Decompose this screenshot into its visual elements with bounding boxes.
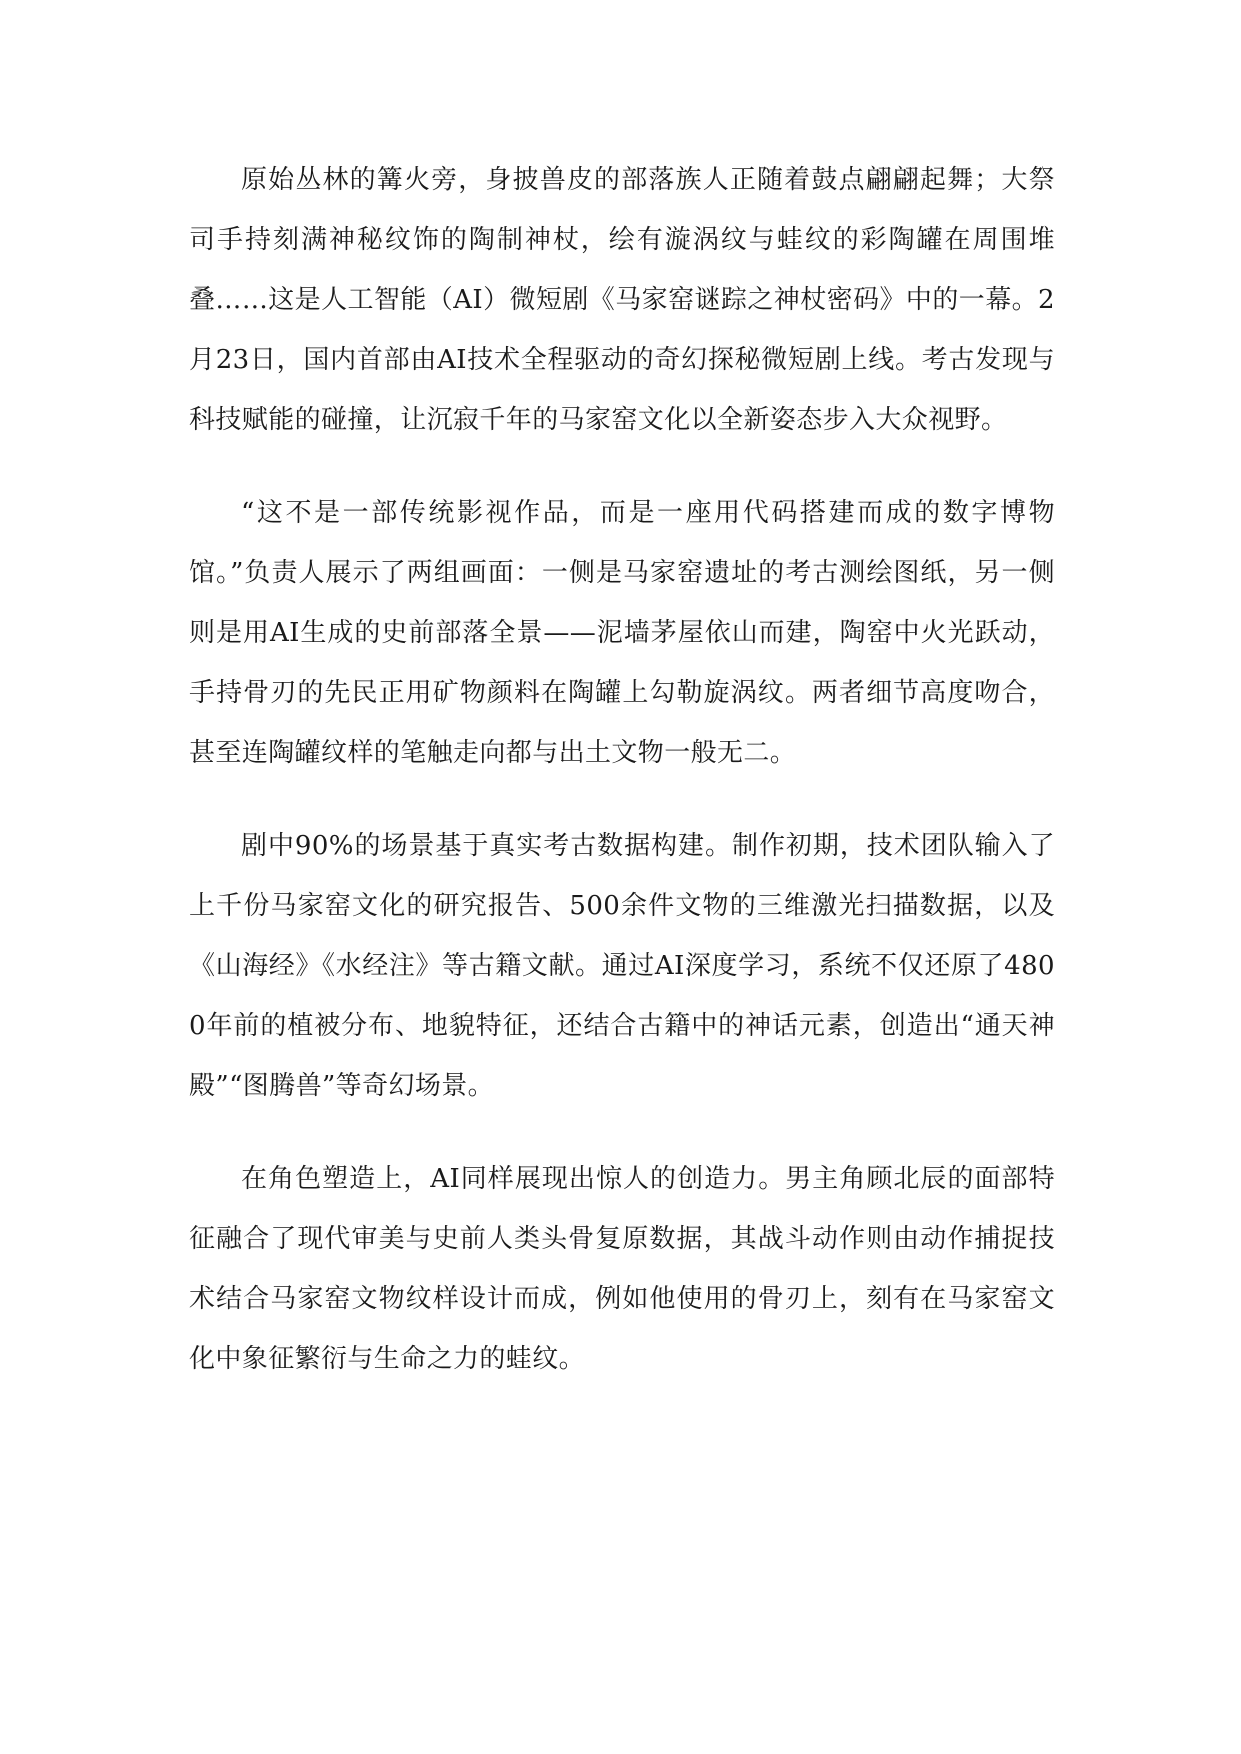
paragraph-2: “这不是一部传统影视作品，而是一座用代码搭建而成的数字博物馆。”负责人展示了两组画面：一侧是马家窑遗址的考古测绘图纸，另一侧则是用AI生成的史前部落全景——泥墙茅屋依山而建，陶窑中火光跃动，手持骨刃的先民正用矿物颜料在陶罐上勾勒旋涡纹。两者细节高度吻合，甚至连陶罐纹样的笔触走向都与出土文物一般无二。 xyxy=(189,498,1055,768)
paragraph-3: 剧中90%的场景基于真实考古数据构建。制作初期，技术团队输入了上千份马家窑文化的研究报告、500余件文物的三维激光扫描数据，以及《山海经》《水经注》等古籍文献。通过AI深度学习，系统不仅还原了4800年前的植被分布、地貌特征，还结合古籍中的神话元素，创造出“通天神殿”“图腾兽”等奇幻场景。 xyxy=(189,831,1055,1101)
paragraph-4: 在角色塑造上，AI同样展现出惊人的创造力。男主角顾北辰的面部特征融合了现代审美与史前人类头骨复原数据，其战斗动作则由动作捕捉技术结合马家窑文物纹样设计而成，例如他使用的骨刃上，刻有在马家窑文化中象征繁衍与生命之力的蛙纹。 xyxy=(189,1164,1055,1374)
article-body xyxy=(189,150,1055,1422)
paragraph-1: 原始丛林的篝火旁，身披兽皮的部落族人正随着鼓点翩翩起舞；大祭司手持刻满神秘纹饰的陶制神杖，绘有漩涡纹与蛙纹的彩陶罐在周围堆叠……这是人工智能（AI）微短剧《马家窑谜踪之神杖密码》中的一幕。2月23日，国内首部由AI技术全程驱动的奇幻探秘微短剧上线。考古发现与科技赋能的碰撞，让沉寂千年的马家窑文化以全新姿态步入大众视野。 xyxy=(189,165,1055,435)
